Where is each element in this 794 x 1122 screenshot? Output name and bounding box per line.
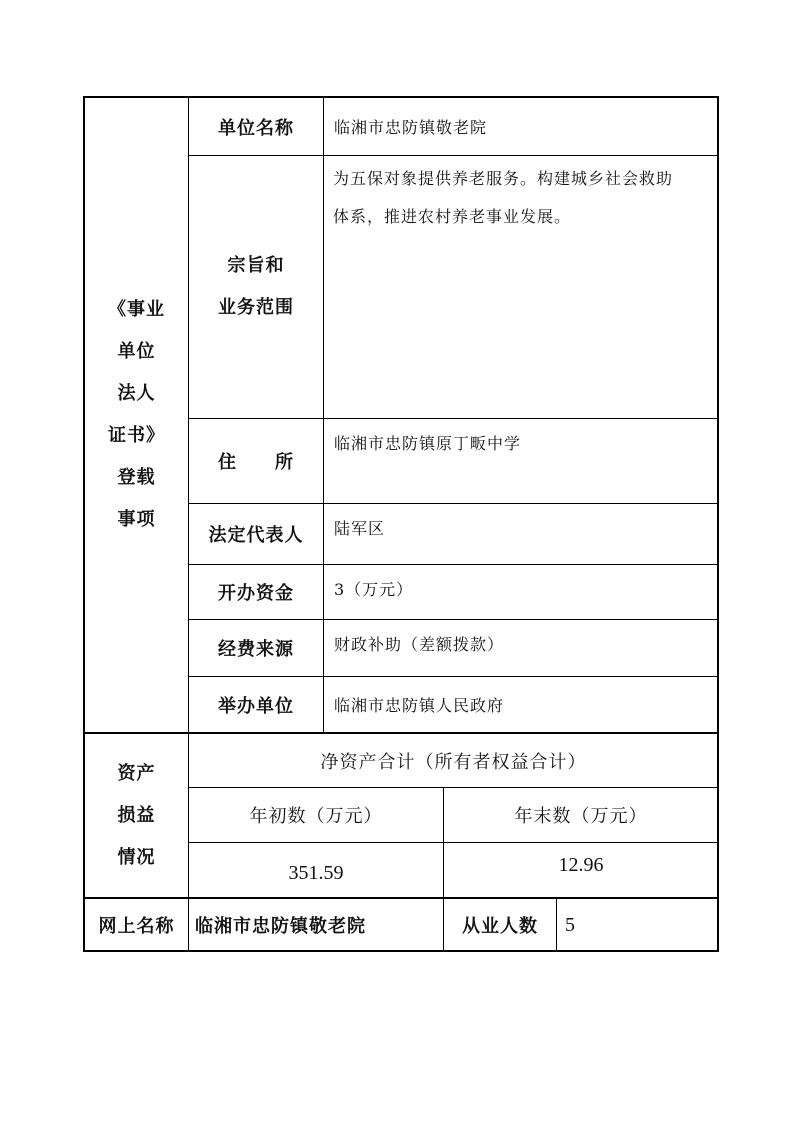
staff-count-value: 5 [565,913,575,936]
unit-name-value: 临湘市忠防镇敬老院 [334,118,488,137]
funding-source-value: 财政补助（差额拨款） [334,635,505,654]
ending-balance-value: 12.96 [558,853,604,876]
capital-value: 3（万元） [334,580,414,599]
funding-source-label: 经费来源 [218,639,294,660]
assets-heading-line: 情况 [117,846,156,868]
heading-line: 登载 [117,467,156,488]
heading-line: 法人 [117,383,156,404]
purpose-label-line: 宗旨和 [227,255,285,276]
online-name-value: 临湘市忠防镇敬老院 [195,916,366,937]
purpose-label [189,156,323,418]
assets-heading-line: 损益 [117,804,156,826]
address-value: 临湘市忠防镇原丁畈中学 [334,434,522,453]
heading-line: 单位 [117,341,156,362]
heading-line: 证书》 [108,425,165,446]
staff-count-label: 从业人数 [462,916,538,937]
net-assets-header: 净资产合计（所有者权益合计） [320,751,587,773]
sponsor-label: 举办单位 [218,695,294,717]
sponsor-value: 临湘市忠防镇人民政府 [334,696,505,715]
assets-heading [85,734,188,897]
assets-heading-line: 资产 [117,762,156,784]
certificate-items-heading [85,98,188,732]
address-label: 住 所 [218,452,294,473]
online-name-label: 网上名称 [98,916,175,937]
purpose-value [333,160,713,236]
beginning-balance-value: 351.59 [288,862,344,884]
purpose-label-line: 业务范围 [218,297,294,318]
legal-representative-label: 法定代表人 [208,525,304,546]
legal-representative-value: 陆军区 [334,519,386,538]
capital-label: 开办资金 [218,583,294,604]
unit-name-label: 单位名称 [218,117,294,139]
purpose-value-line: 体系，推进农村养老事业发展。 [333,207,572,226]
purpose-value-line: 为五保对象提供养老服务。构建城乡社会救助 [333,169,674,188]
heading-line: 《事业 [108,299,165,320]
heading-line: 事项 [117,509,156,530]
ending-balance-label: 年末数（万元） [514,806,648,827]
beginning-balance-label: 年初数（万元） [249,806,383,827]
